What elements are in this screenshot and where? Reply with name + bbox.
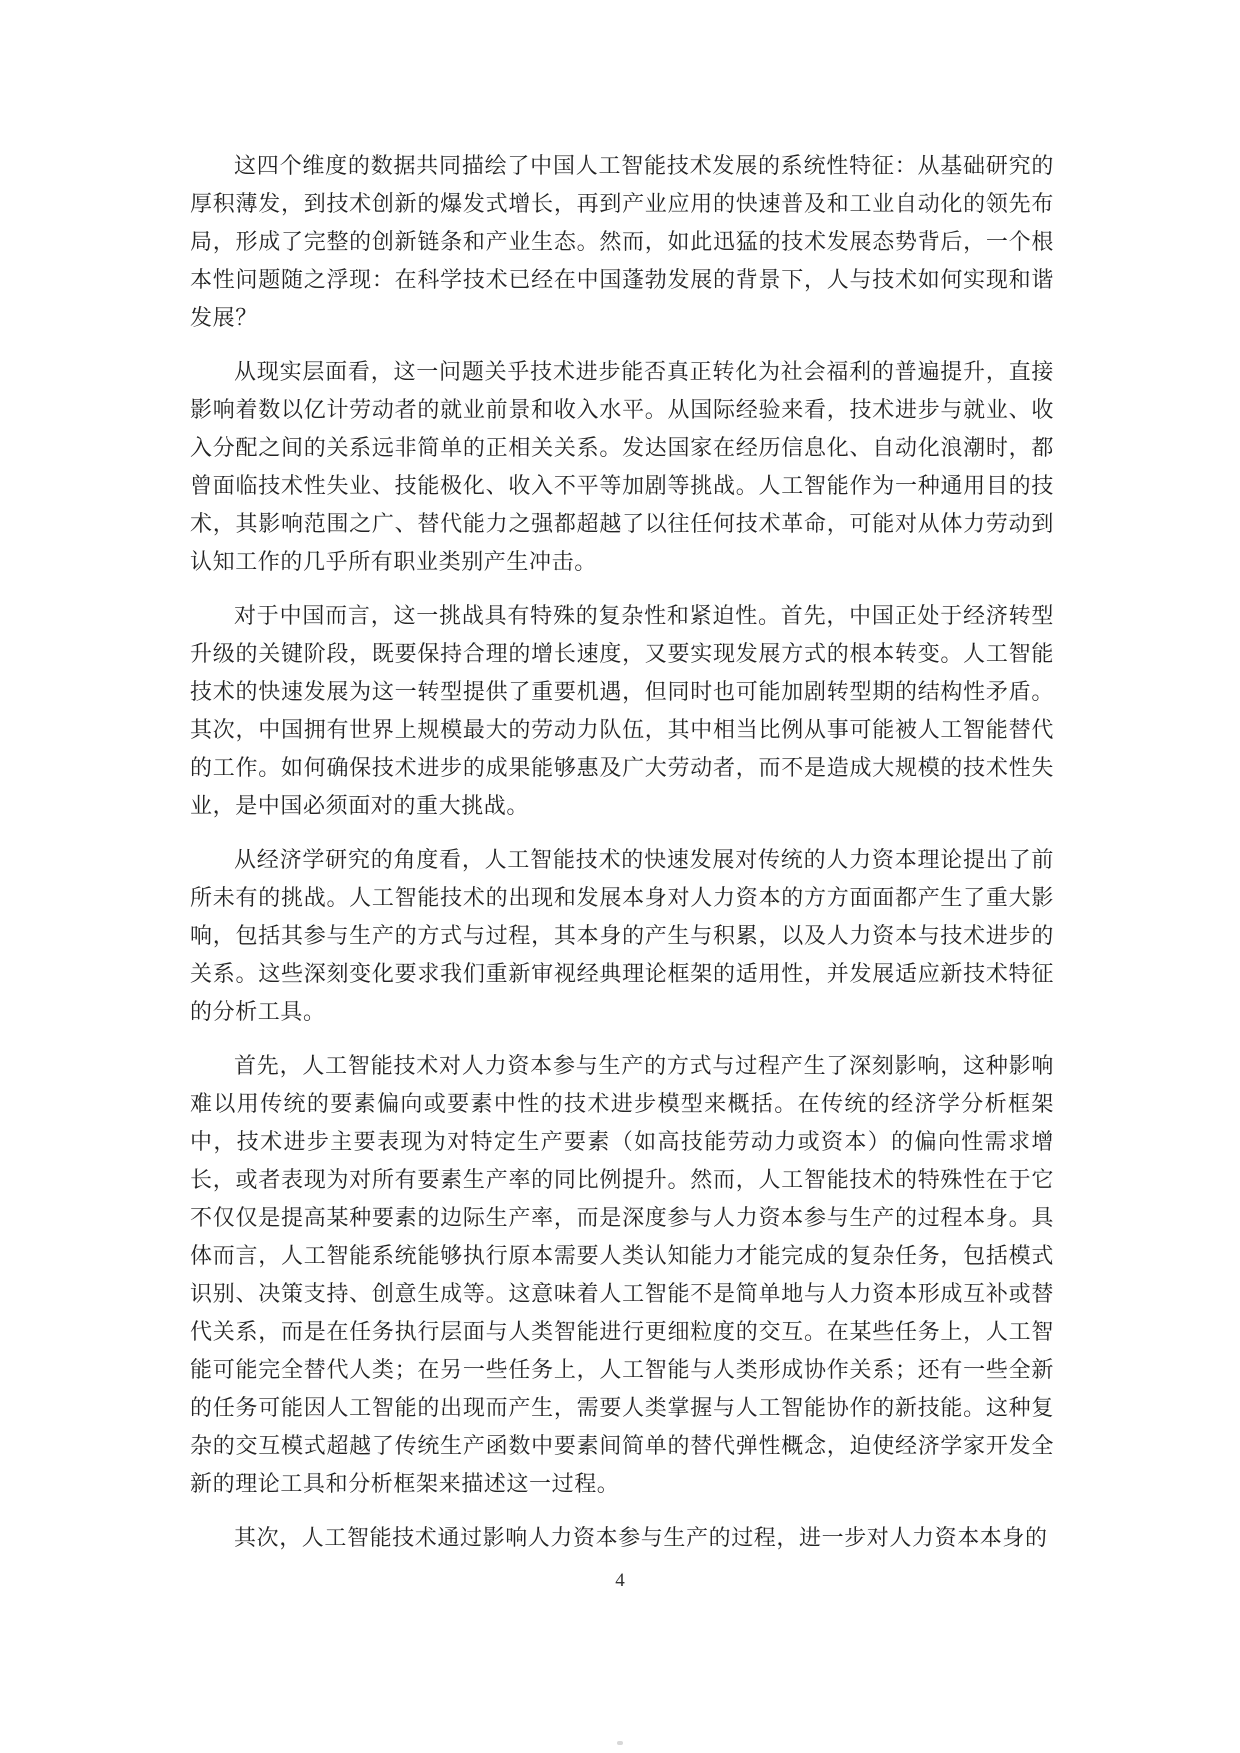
paragraph-6: 其次，人工智能技术通过影响人力资本参与生产的过程，进一步对人力资本本身的: [234, 1526, 1048, 1551]
paragraph-1: 这四个维度的数据共同描绘了中国人工智能技术发展的系统性特征：从基础研究的厚积薄发，到技术创新的爆发式增长，再到产业应用的快速普及和工业自动化的领先布局，形成了完整的创新链条和产业生态。然而，如此迅猛的技术发展态势背后，一个根本性问题随之浮现：在科学技术已经在中国蓬勃发展的背景下，人与技术如何实现和谐发展？: [190, 154, 1054, 331]
body-text: [190, 148, 1054, 1574]
paragraph-3: 对于中国而言，这一挑战具有特殊的复杂性和紧迫性。首先，中国正处于经济转型升级的关键阶段，既要保持合理的增长速度，又要实现发展方式的根本转变。人工智能技术的快速发展为这一转型提供了重要机遇，但同时也可能加剧转型期的结构性矛盾。其次，中国拥有世界上规模最大的劳动力队伍，其中相当比例从事可能被人工智能替代的工作。如何确保技术进步的成果能够惠及广大劳动者，而不是造成大规模的技术性失业，是中国必须面对的重大挑战。: [190, 604, 1054, 819]
page-number: 4: [615, 1570, 625, 1591]
paragraph-4: 从经济学研究的角度看，人工智能技术的快速发展对传统的人力资本理论提出了前所未有的挑战。人工智能技术的出现和发展本身对人力资本的方方面面都产生了重大影响，包括其参与生产的方式与过程，其本身的产生与积累，以及人力资本与技术进步的关系。这些深刻变化要求我们重新审视经典理论框架的适用性，并发展适应新技术特征的分析工具。: [190, 848, 1054, 1025]
scroll-indicator-dot: [617, 1741, 623, 1745]
paragraph-5: 首先，人工智能技术对人力资本参与生产的方式与过程产生了深刻影响，这种影响难以用传统的要素偏向或要素中性的技术进步模型来概括。在传统的经济学分析框架中，技术进步主要表现为对特定生产要素（如高技能劳动力或资本）的偏向性需求增长，或者表现为对所有要素生产率的同比例提升。然而，人工智能技术的特殊性在于它不仅仅是提高某种要素的边际生产率，而是深度参与人力资本参与生产的过程本身。具体而言，人工智能系统能够执行原本需要人类认知能力才能完成的复杂任务，包括模式识别、决策支持、创意生成等。这意味着人工智能不是简单地与人力资本形成互补或替代关系，而是在任务执行层面与人类智能进行更细粒度的交互。在某些任务上，人工智能可能完全替代人类；在另一些任务上，人工智能与人类形成协作关系；还有一些全新的任务可能因人工智能的出现而产生，需要人类掌握与人工智能协作的新技能。这种复杂的交互模式超越了传统生产函数中要素间简单的替代弹性概念，迫使经济学家开发全新的理论工具和分析框架来描述这一过程。: [190, 1054, 1054, 1497]
paragraph-2: 从现实层面看，这一问题关乎技术进步能否真正转化为社会福利的普遍提升，直接影响着数以亿计劳动者的就业前景和收入水平。从国际经验来看，技术进步与就业、收入分配之间的关系远非简单的正相关关系。发达国家在经历信息化、自动化浪潮时，都曾面临技术性失业、技能极化、收入不平等加剧等挑战。人工智能作为一种通用目的技术，其影响范围之广、替代能力之强都超越了以往任何技术革命，可能对从体力劳动到认知工作的几乎所有职业类别产生冲击。: [190, 360, 1054, 575]
